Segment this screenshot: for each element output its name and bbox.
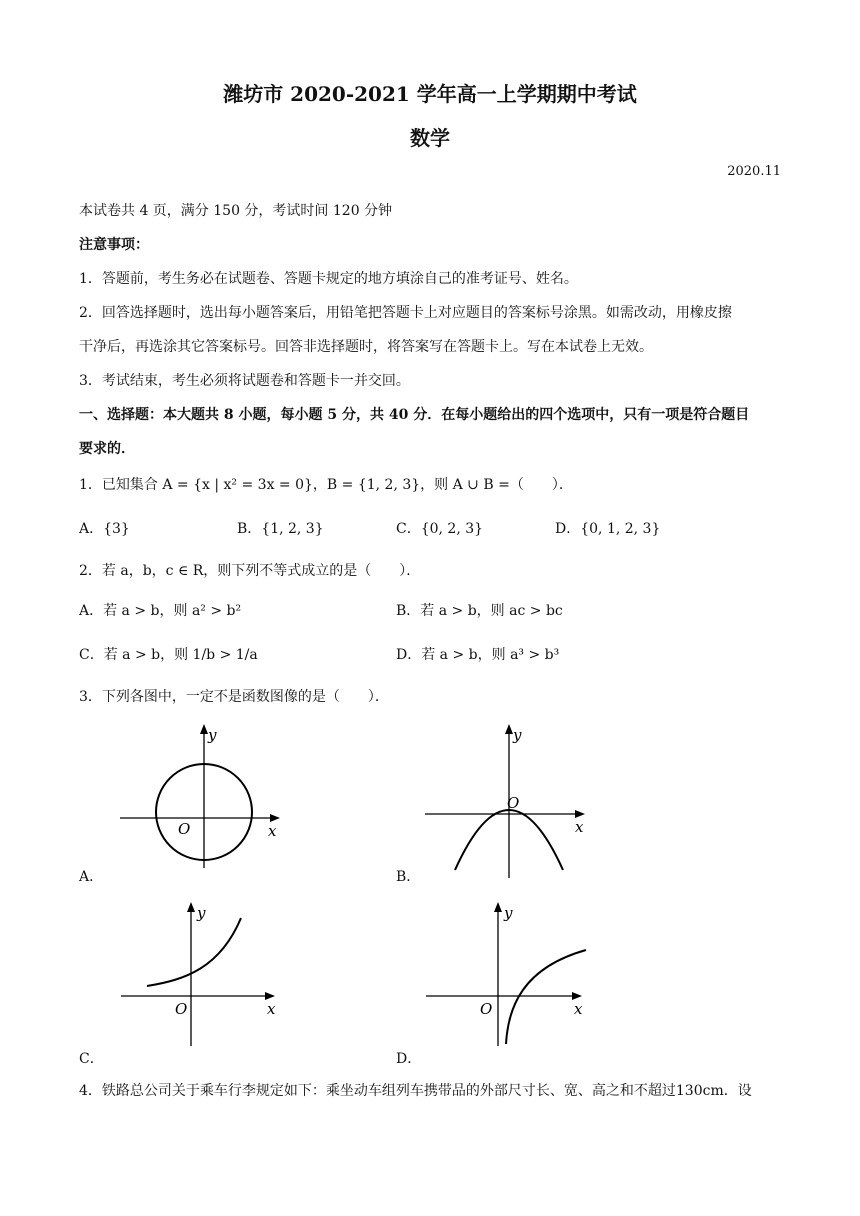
axis-y-label: y — [208, 726, 217, 744]
axis-x-label: x — [574, 1000, 583, 1018]
q1-option-c: C．{0, 2, 3} — [396, 521, 484, 537]
q2-option-b: B．若 a > b，则 ac > bc — [396, 603, 563, 619]
graph-a-circle — [120, 720, 290, 870]
graph-a-label: A． — [79, 869, 104, 885]
graph-c-exponential — [115, 898, 285, 1048]
notice-item: 1．答题前，考生务必在试题卷、答题卡规定的地方填涂自己的准考证号、姓名。 — [79, 271, 578, 287]
question-1-stem: 1．已知集合 A = {x | x² = 3x = 0}，B = {1, 2, 3}，则 A ∪ B =（ ）． — [79, 477, 573, 493]
q2-option-a: A．若 a > b，则 a² > b² — [79, 603, 242, 619]
axis-y-label: y — [197, 904, 206, 922]
section-heading-cont: 要求的． — [79, 441, 135, 457]
q2-option-d: D．若 a > b，则 a³ > b³ — [396, 647, 560, 663]
axis-x-label: x — [267, 1000, 276, 1018]
question-3-stem: 3．下列各图中，一定不是函数图像的是（ ）． — [79, 689, 389, 705]
subject-title: 数学 — [410, 126, 450, 150]
exam-date: 2020.11 — [727, 164, 781, 179]
exam-intro: 本试卷共 4 页，满分 150 分，考试时间 120 分钟 — [79, 203, 393, 219]
q1-option-b: B．{1, 2, 3} — [237, 521, 324, 537]
graph-d-logarithmic — [422, 898, 592, 1048]
axis-x-label: x — [575, 818, 584, 836]
notice-item: 干净后，再选涂其它答案标号。回答非选择题时，将答案写在答题卡上。写在本试卷上无效。 — [79, 339, 653, 355]
question-4-stem: 4．铁路总公司关于乘车行李规定如下：乘坐动车组列车携带品的外部尺寸长、宽、高之和不超过130cm．设 — [79, 1083, 752, 1099]
axis-y-label: y — [513, 726, 522, 744]
graph-c-label: C． — [79, 1051, 104, 1067]
graph-b-parabola — [425, 720, 595, 880]
origin-label: O — [175, 1000, 188, 1018]
notice-item: 3．考试结束，考生必须将试题卷和答题卡一并交回。 — [79, 373, 410, 389]
section-heading: 一、选择题：本大题共 8 小题，每小题 5 分，共 40 分．在每小题给出的四个选项中，只有一项是符合题目 — [79, 407, 750, 423]
question-2-stem: 2．若 a，b，c ∈ R，则下列不等式成立的是（ ）． — [79, 563, 421, 579]
graph-d-label: D． — [396, 1051, 422, 1067]
notice-item: 2．回答选择题时，选出每小题答案后，用铅笔把答题卡上对应题目的答案标号涂黑。如需改动，用橡皮擦 — [79, 305, 732, 321]
q2-option-c: C．若 a > b，则 1/b > 1/a — [79, 647, 258, 663]
origin-label: O — [507, 794, 520, 812]
axis-y-label: y — [504, 904, 513, 922]
q1-option-d: D．{0, 1, 2, 3} — [555, 521, 661, 537]
q1-option-a: A．{3} — [79, 521, 130, 537]
origin-label: O — [178, 820, 191, 838]
axis-x-label: x — [268, 822, 277, 840]
notice-heading: 注意事项： — [79, 237, 149, 253]
exam-title: 潍坊市 2020-2021 学年高一上学期期中考试 — [223, 82, 637, 106]
origin-label: O — [480, 1000, 493, 1018]
graph-b-label: B． — [396, 869, 421, 885]
